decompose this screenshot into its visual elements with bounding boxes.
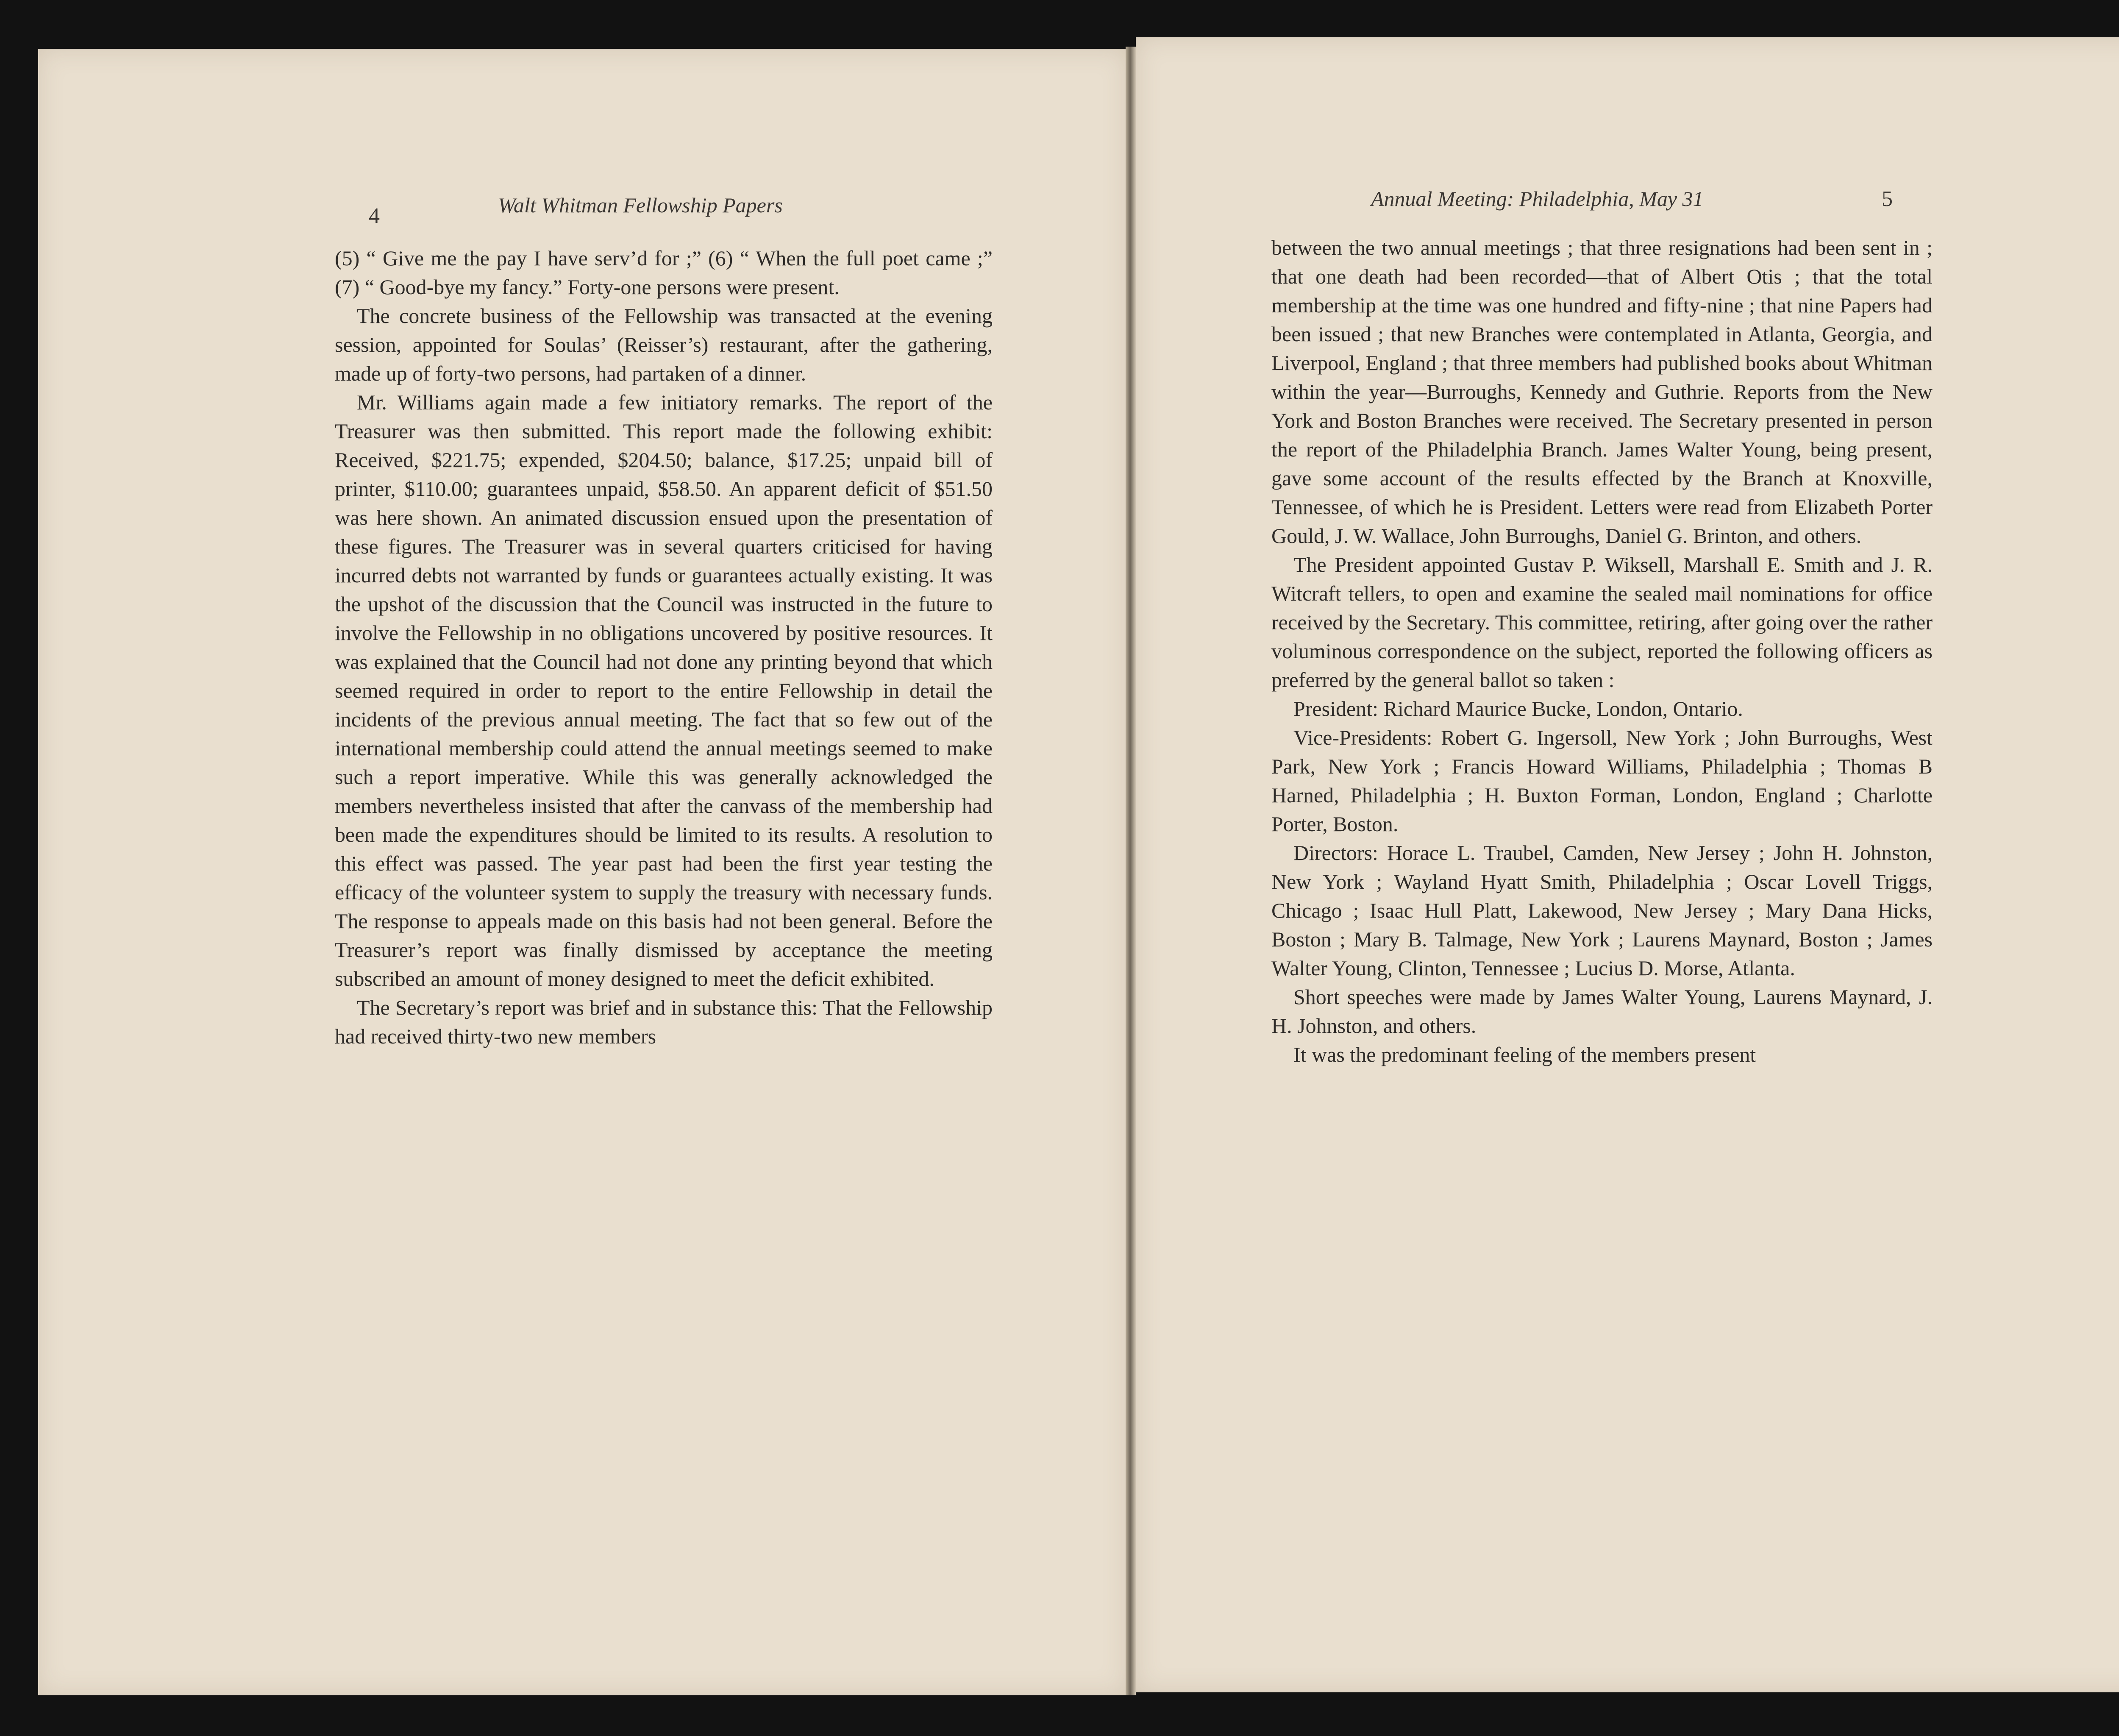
paragraph: Mr. Williams again made a few initiatory remarks. The report of the Treasurer was then submitted. This report made the following exhibit: Received, $221.75; expended, $204.50; balance, $17.25; unpaid bill of printer, $110.00; guarantees unpaid, $58.50. An apparent deficit of $51.50 was here shown. An animated discussion ensued upon the presentation of these figures. The Treasurer was in several quarters criticised for having incurred debts not warranted by funds or guarantees actually existing. It was the upshot of the discussion that the Council was instructed in the future to involve the Fellowship in no obligations uncovered by positive resources. It was explained that the Council had not done any printing beyond that which seemed required in order to report to the entire Fellowship in detail the incidents of the previous annual meeting. The fact that so few out of the international membership could attend the annual meetings seemed to make such a report imperative. While this was generally acknowledged the members nevertheless insisted that after the canvass of the membership had been made the expenditures should be limited to its results. A resolution to this effect was passed. The year past had been the first year testing the efficacy of the volunteer system to supply the treasury with necessary funds. The response to appeals made on this basis had not been general. Before the Treasurer’s report was finally dismissed by acceptance the meeting subscribed an amount of money designed to meet the deficit exhibited. [335,390,993,990]
paragraph: (5) “ Give me the pay I have serv’d for ;” (6) “ When the full poet came ;” (7) “ Good-bye my fancy.” Forty-one persons were present. [335,246,993,299]
paragraph: The President appointed Gustav P. Wiksell, Marshall E. Smith and J. R. Witcraft tellers, to open and examine the sealed mail nominations for office received by the Secretary. This committee, retiring, after going over the rather voluminous correspondence on the subject, reported the following officers as preferred by the general ballot so taken : [1271,553,1933,692]
paragraph: between the two annual meetings ; that three resignations had been sent in ; that one death had been recorded—that of Albert Otis ; that the total membership at the time was one hundred and fifty-nine ; that nine Papers had been issued ; that new Branches were contemplated in Atlanta, Georgia, and Liverpool, England ; that three members had published books about Whitman within the year—Burroughs, Kennedy and Guthrie. Reports from the New York and Boston Branches were received. The Secretary presented in person the report of the Philadelphia Branch. James Walter Young, being present, gave some account of the results effected by the Branch at Knoxville, Tennessee, of which he is President. Letters were read from Elizabeth Porter Gould, J. W. Wallace, John Burroughs, Daniel G. Brinton, and others. [1271,236,1933,548]
paragraph: The concrete business of the Fellowship was transacted at the evening session, appointed for Soulas’ (Reisser’s) restaurant, after the gathering, made up of forty-two persons, had partaken of a dinner. [335,304,993,385]
right-page-number: 5 [1882,187,1893,211]
left-page-number: 4 [369,204,380,228]
right-running-head: Annual Meeting: Philadelphia, May 31 [1371,187,1704,211]
paragraph: The Secretary’s report was brief and in substance this: That the Fellowship had received thirty-two new members [335,996,993,1048]
paragraph: Short speeches were made by James Walter Young, Laurens Maynard, J. H. Johnston, and others. [1271,985,1933,1038]
right-text-column [1271,233,1933,1069]
paragraph: President: Richard Maurice Bucke, London, Ontario. [1293,697,1743,721]
book-gutter [1126,47,1136,1695]
paragraph: Directors: Horace L. Traubel, Camden, New Jersey ; John H. Johnston, New York ; Wayland Hyatt Smith, Philadelphia ; Oscar Lovell Triggs, Chicago ; Isaac Hull Platt, Lakewood, New Jersey ; Mary Dana Hicks, Boston ; Mary B. Talmage, New York ; Laurens Maynard, Boston ; James Walter Young, Clinton, Tennessee ; Lucius D. Morse, Atlanta. [1271,841,1933,980]
paragraph: It was the predominant feeling of the members present [1293,1043,1756,1066]
left-text-column [335,244,993,1051]
paragraph: Vice-Presidents: Robert G. Ingersoll, New York ; John Burroughs, West Park, New York ; Francis Howard Williams, Philadelphia ; Thomas B Harned, Philadelphia ; H. Buxton Forman, London, England ; Charlotte Porter, Boston. [1271,726,1933,836]
left-running-head: Walt Whitman Fellowship Papers [498,193,783,217]
